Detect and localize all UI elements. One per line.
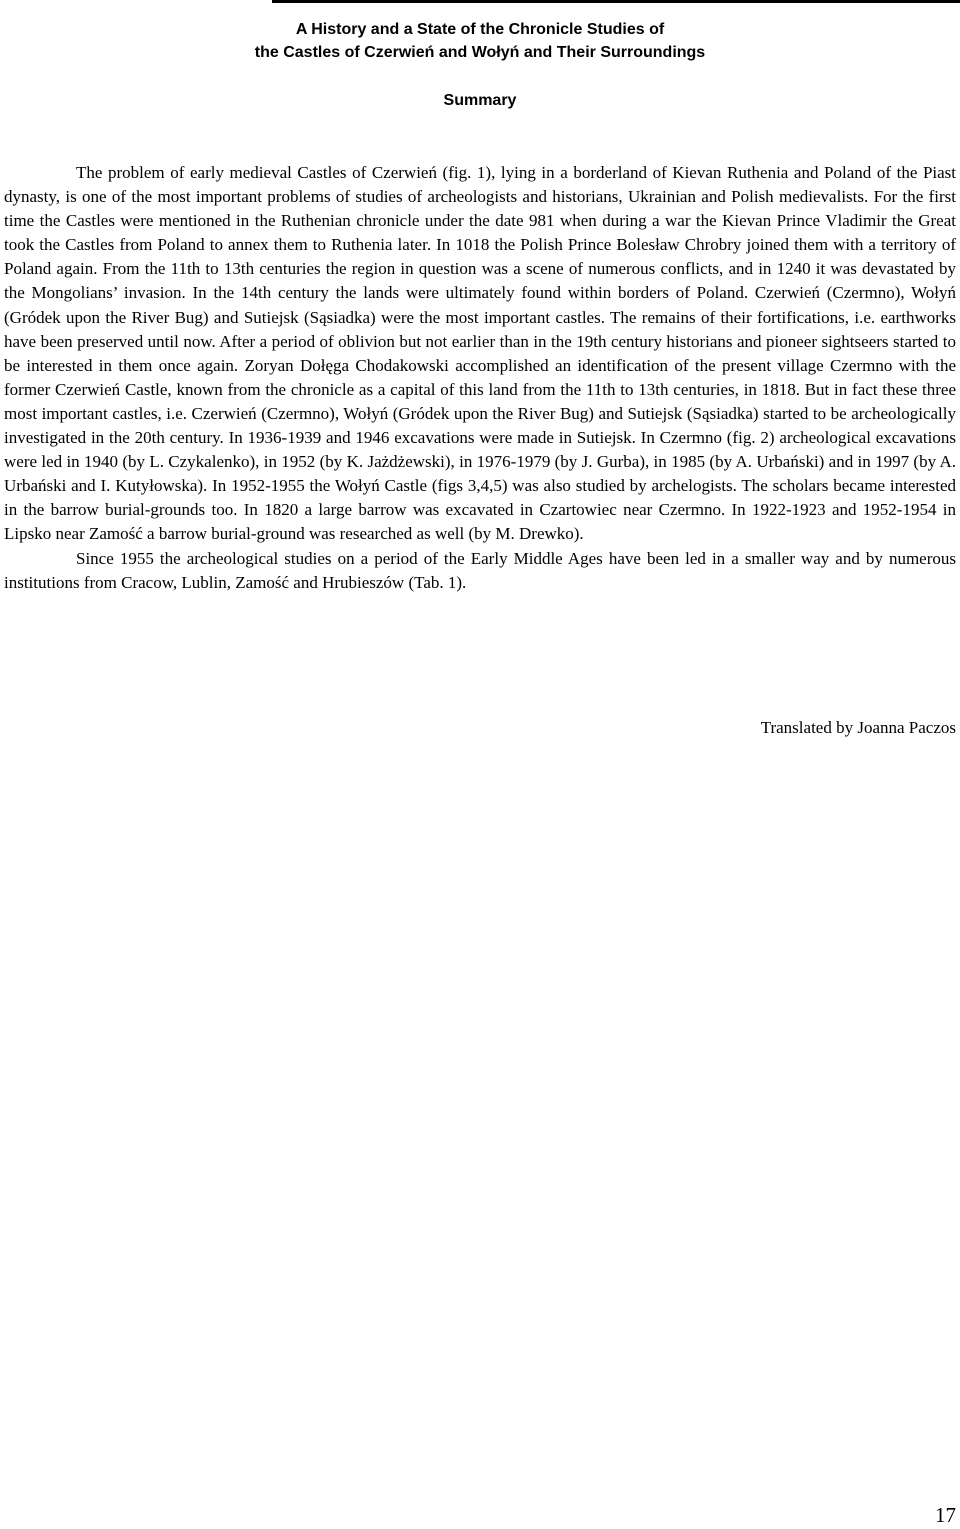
document-title: [0, 18, 960, 64]
page-number: 17: [935, 1503, 956, 1527]
section-heading-summary: Summary: [443, 92, 517, 109]
paragraph-2: Since 1955 the archeological studies on a period of the Early Middle Ages have been led in a smaller way and by numerous institutions from Cracow, Lublin, Zamość and Hrubieszów (Tab. 1).: [4, 548, 956, 592]
title-line-1: A History and a State of the Chronicle Studies of: [295, 21, 665, 38]
translator-credit: Translated by Joanna Paczos: [760, 718, 956, 737]
title-line-2: the Castles of Czerwień and Wołyń and Their Surroundings: [254, 44, 706, 61]
summary-body: [4, 161, 956, 595]
header-rule: [272, 0, 960, 3]
paragraph-1: The problem of early medieval Castles of Czerwień (fig. 1), lying in a borderland of Kievan Ruthenia and Poland of the Piast dynasty, is one of the most important problems of studies of archeologists and historians, Ukrainian and Polish medievalists. For the first time the Castles were mentioned in the Ruthenian chronicle under the date 981 when during a war the Kievan Prince Vladimir the Great took the Castles from Poland to annex them to Ruthenia later. In 1018 the Polish Prince Bolesław Chrobry joined them with a territory of Poland again. From the 11th to 13th centuries the region in question was a scene of numerous conflicts, and in 1240 it was devastated by the Mongolians’ invasion. In the 14th century the lands were ultimately found within borders of Poland. Czerwień (Czermno), Wołyń (Gródek upon the River Bug) and Sutiejsk (Sąsiadka) were the most important castles. The remains of their fortifications, i.e. earthworks have been preserved until now. After a period of oblivion but not earlier than in the 19th century historians and pioneer sightseers started to be interested in them once again. Zoryan Dołęga Chodakowski accomplished an identification of the present village Czermno with the former Czerwień Castle, known from the chronicle as a capital of this land from the 11th to 13th centuries, in 1818. But in fact these three most important castles, i.e. Czerwień (Czermno), Wołyń (Gródek upon the River Bug) and Sutiejsk (Sąsiadka) started to be archeologically investigated in the 20th century. In 1936-1939 and 1946 excavations were made in Sutiejsk. In Czermno (fig. 2) archeological excavations were led in 1940 (by L. Czykalenko), in 1952 (by K. Jażdżewski), in 1976-1979 (by J. Gurba), in 1985 (by A. Urbański) and in 1997 (by A. Urbański and I. Kutyłowska). In 1952-1955 the Wołyń Castle (figs 3,4,5) was also studied by archelogists. The scholars became interested in the barrow burial-grounds too. In 1820 a large barrow was excavated in Czartowiec near Czermno. In 1922-1923 and 1952-1954 in Lipsko near Zamość a barrow burial-ground was researched as well (by M. Drewko).: [4, 163, 956, 544]
